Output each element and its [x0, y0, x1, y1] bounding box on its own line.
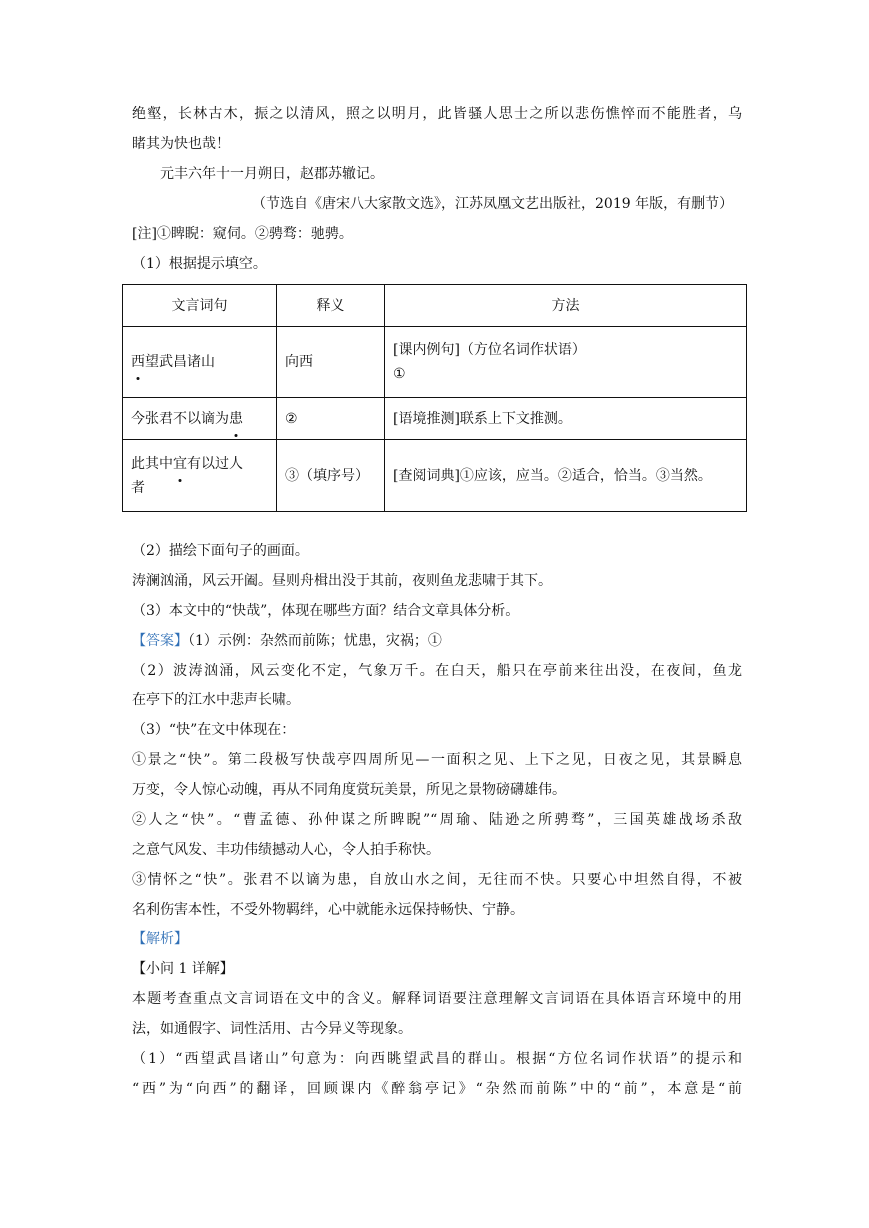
table-header: 方法: [385, 285, 747, 327]
question-2-sentence: 涛澜汹涌，风云开阖。昼则舟楫出没于其前，夜则鱼龙悲啸于其下。: [132, 573, 552, 589]
table-row: [123, 398, 747, 440]
analysis-tag: 【解析】: [132, 931, 188, 947]
answer-line: 【答案】（1）示例：杂然而前陈；忧患，灾祸；①: [132, 633, 442, 649]
emphasis-dot-char: 患: [229, 407, 243, 431]
source-citation: （节选自《唐宋八大家散文选》，江苏凤凰文艺出版社，2019 年版，有删节）: [252, 196, 734, 212]
answer-line: 万变，令人惊心动魄，再从不同角度赏玩美景，所见之景物磅礴雄伟。: [132, 782, 566, 798]
fill-in-table: [122, 284, 747, 512]
passage-line: 绝壑，长林古木，振之以清风，照之以明月，此皆骚人思士之所以悲伤憔悴而不能胜者，乌: [132, 106, 742, 122]
answer-line: 名利伤害本性，不受外物羁绊，心中就能永远保持畅快、宁静。: [132, 902, 524, 918]
table-row: [123, 327, 747, 398]
answer-line: （3）“快”在文中体现在：: [132, 722, 296, 738]
analysis-subheading: 【小问 1 详解】: [132, 961, 234, 977]
table-cell-meaning: ③（填序号）: [277, 440, 385, 512]
table-cell-phrase: 此其中宜有以过人 者: [123, 440, 277, 512]
answer-line: ③情怀之“快”。张君不以谪为患，自放山水之间，无往而不快。只要心中坦然自得，不被: [132, 872, 742, 888]
passage-line: 睹其为快也哉！: [132, 136, 230, 152]
answer-line: 之意气风发、丰功伟绩撼动人心，令人拍手称快。: [132, 842, 440, 858]
table-header: 文言词句: [123, 285, 277, 327]
answer-line: ②人之“快”。“曹孟德、孙仲谋之所睥睨”“周瑜、陆逊之所骋骛”，三国英雄战场杀敌: [132, 812, 742, 828]
table-cell-meaning: ②: [277, 398, 385, 440]
answer-tag: 【答案】: [132, 633, 188, 649]
question-2-prompt: （2）描绘下面句子的画面。: [132, 543, 309, 559]
analysis-line: 法，如通假字、词性活用、古今异义等现象。: [132, 1021, 412, 1037]
table-cell-method: [查阅词典]①应该，应当。②适合，恰当。③当然。: [385, 440, 747, 512]
analysis-line: （1）“西望武昌诸山”句意为：向西眺望武昌的群山。根据“方位名词作状语”的提示和: [132, 1051, 742, 1067]
table-cell-phrase: 今张君不以谪为患: [123, 398, 277, 440]
emphasis-dot-char: 西: [131, 350, 145, 374]
answer-line: ①景之“快”。第二段极写快哉亭四周所见—一面积之见、上下之见，日夜之见，其景瞬息: [132, 752, 742, 768]
annotation-note: [注]①睥睨：窥伺。②骋骛：驰骋。: [132, 226, 353, 242]
answer-line: 在亭下的江水中悲声长啸。: [132, 692, 300, 708]
table-header-row: [123, 285, 747, 327]
table-cell-phrase: 西望武昌诸山: [123, 327, 277, 398]
emphasis-dot-char: 宜: [173, 452, 187, 476]
passage-date-line: 元丰六年十一月朔日，赵郡苏辙记。: [160, 166, 384, 182]
question-3-prompt: （3）本文中的“快哉”，体现在哪些方面？结合文章具体分析。: [132, 603, 520, 619]
table-row: [123, 440, 747, 512]
table-header: 释义: [277, 285, 385, 327]
table-cell-meaning: 向西: [277, 327, 385, 398]
question-1-prompt: （1）根据提示填空。: [132, 256, 267, 272]
table-cell-method: [课内例句]（方位名词作状语） ①: [385, 327, 747, 398]
answer-line: （2）波涛汹涌，风云变化不定，气象万千。在白天，船只在亭前来往出没，在夜间，鱼龙: [132, 663, 742, 679]
table-cell-method: [语境推测]联系上下文推测。: [385, 398, 747, 440]
analysis-line: 本题考查重点文言词语在文中的含义。解释词语要注意理解文言词语在具体语言环境中的用: [132, 991, 742, 1007]
analysis-line: “西”为“向西”的翻译，回顾课内《醉翁亭记》“杂然而前陈”中的“前”，本意是“前: [132, 1081, 742, 1097]
